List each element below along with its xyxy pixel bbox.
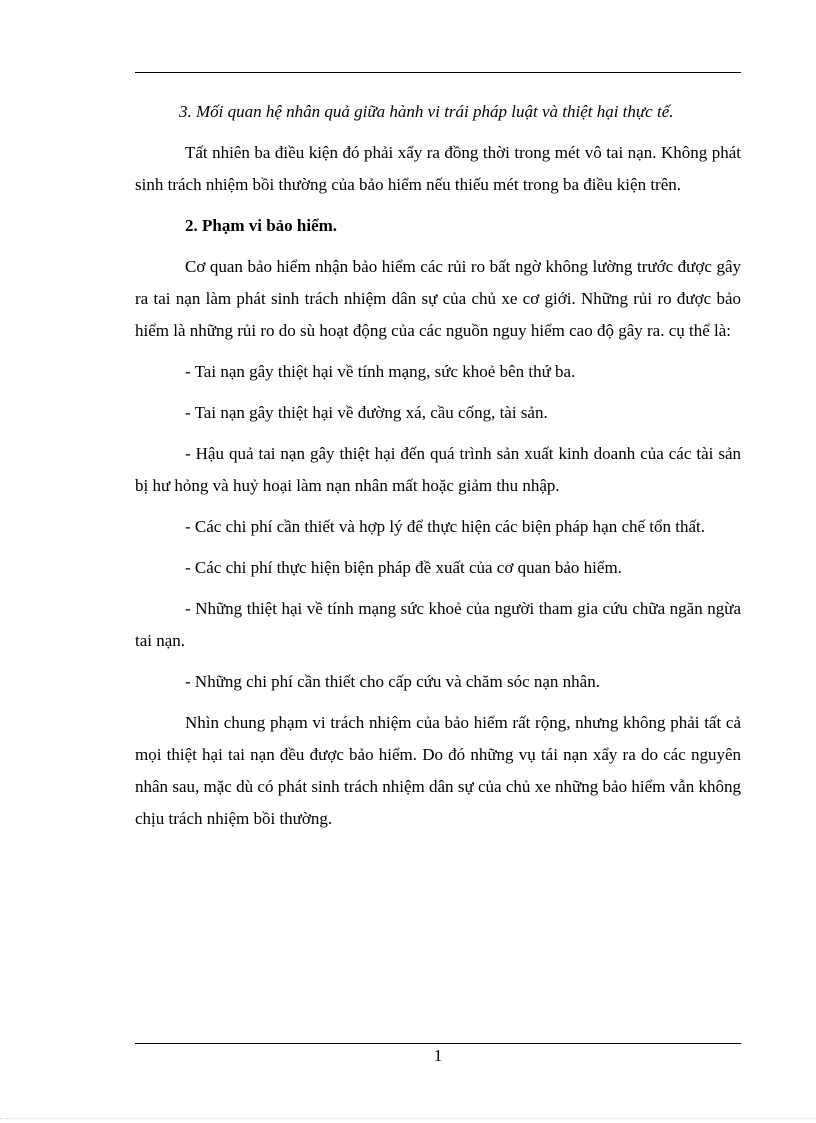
list-item-proposed-measures: - Các chi phí thực hiện biện pháp đề xuất của cơ quan bảo hiểm. — [185, 558, 622, 577]
section-heading-scope: 2. Phạm vi bảo hiểm. — [185, 216, 338, 235]
header-rule — [135, 72, 741, 73]
footer-rule — [135, 1043, 741, 1044]
page-edge-dotted-line — [0, 1118, 816, 1119]
list-item-life-health: - Tai nạn gây thiệt hại về tính mạng, sức khoẻ bên thứ ba. — [185, 362, 576, 381]
list-item-rescuers-damage: - Những thiệt hại về tính mạng sức khoẻ của người tham gia cứu chữa ngăn ngừa tai nạn. — [135, 599, 741, 650]
condition-item-3: 3. Mối quan hệ nhân quả giữa hành vi trái pháp luật và thiệt hại thực tế. — [179, 102, 674, 121]
paragraph-scope-intro: Cơ quan bảo hiểm nhận bảo hiểm các rủi ro bất ngờ không lường trước được gây ra tai nạn làm phát sinh trách nhiệm dân sự của chủ xe cơ giới. Những rủi ro được bảo hiểm là những rủi ro do sù hoạt động của các nguồn nguy hiểm cao độ gây ra. cụ thể là: — [135, 257, 741, 340]
list-item-business-loss: - Hậu quả tai nạn gây thiệt hại đến quá trình sản xuất kinh doanh của các tài sản bị hư hỏng và huỷ hoại làm nạn nhân mất hoặc giảm thu nhập. — [135, 444, 741, 495]
list-item-roads-property: - Tai nạn gây thiệt hại về đường xá, cầu cống, tài sản. — [185, 403, 548, 422]
paragraph-scope-summary: Nhìn chung phạm vi trách nhiệm của bảo hiểm rất rộng, nhưng không phải tất cả mọi thiệt hại tai nạn đều được bảo hiểm. Do đó những vụ tái nạn xẩy ra do các nguyên nhân sau, mặc dù có phát sinh trách nhiệm dân sự của chủ xe những bảo hiểm vẫn không chịu trách nhiệm bồi thường. — [135, 713, 741, 828]
document-body — [135, 96, 741, 835]
paragraph-conditions-simultaneous: Tất nhiên ba điều kiện đó phải xẩy ra đồng thời trong mét vô tai nạn. Không phát sinh trách nhiệm bồi thường của bảo hiểm nếu thiếu mét trong ba điều kiện trên. — [135, 143, 741, 194]
list-item-emergency-care: - Những chi phí cần thiết cho cấp cứu và chăm sóc nạn nhân. — [185, 672, 600, 691]
list-item-mitigation-costs: - Các chi phí cần thiết và hợp lý để thực hiện các biện pháp hạn chế tổn thất. — [185, 517, 705, 536]
page-number: 1 — [433, 1046, 443, 1065]
